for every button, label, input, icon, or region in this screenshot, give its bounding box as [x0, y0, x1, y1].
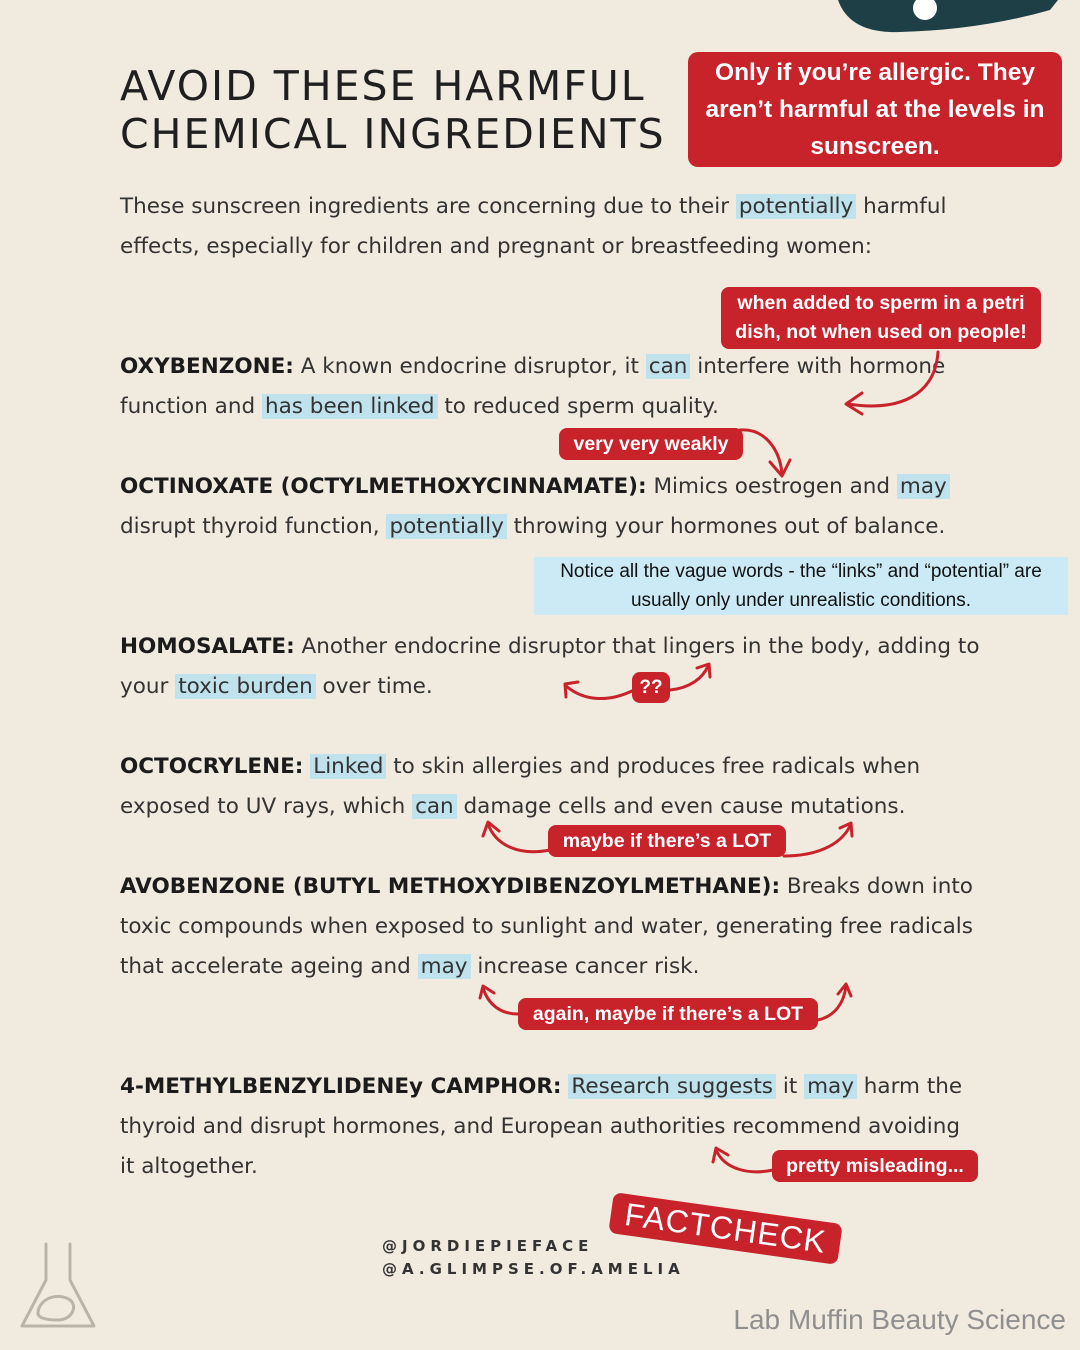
highlight-word: toxic burden — [175, 674, 316, 699]
note-allergic: Only if you’re allergic. They aren’t harmful at the levels in sunscreen. — [688, 52, 1062, 167]
ingredient-text: A known endocrine disruptor, it — [293, 354, 646, 379]
ingredient-text: increase cancer risk. — [470, 954, 700, 979]
ingredient-text: throwing your hormones out of balance. — [506, 514, 946, 539]
ingredient-name: OCTINOXATE (OCTYLMETHOXYCINNAMATE): — [120, 474, 647, 499]
arrow-qq-right — [670, 666, 708, 690]
handle-link[interactable]: @A.GLIMPSE.OF.AMELIA — [382, 1260, 685, 1278]
ingredient-text: interfere with hormone function and — [120, 354, 946, 419]
ingredient-text: Breaks down into toxic compounds when exposed to sunlight and water, generating free radicals that accelerate ageing and — [120, 874, 973, 979]
highlight-word: may — [897, 474, 950, 499]
highlight-word: Research suggests — [568, 1074, 776, 1099]
ingredient-text: damage cells and even cause mutations. — [456, 794, 906, 819]
intro-text: These sunscreen ingredients are concerning due to their — [120, 194, 736, 219]
note-vague-words: Notice all the vague words - the “links” and “potential” are usually only under unrealistic conditions. — [534, 557, 1068, 615]
arrow-lot1-right — [784, 826, 850, 856]
highlight-word: can — [646, 354, 691, 379]
ingredient-text: Another endocrine disruptor that lingers in the body, adding to your — [120, 634, 980, 699]
note-maybe-lot: maybe if there’s a LOT — [548, 825, 786, 857]
title-line-2: CHEMICAL INGREDIENTS — [120, 110, 666, 158]
ingredient-name: OCTOCRYLENE: — [120, 754, 304, 779]
ingredient-text: to reduced sperm quality. — [437, 394, 719, 419]
flask-icon — [18, 1240, 98, 1335]
ingredient-name: AVOBENZONE (BUTYL METHOXYDIBENZOYLMETHANE): — [120, 874, 781, 899]
arrow-lot2-left — [483, 988, 518, 1014]
highlight-word: Linked — [310, 754, 386, 779]
handle-link[interactable]: @JORDIEPIEFACE — [382, 1237, 594, 1255]
ingredient-name: HOMOSALATE: — [120, 634, 295, 659]
arrow-qq-left — [566, 686, 634, 699]
highlight-word: may — [804, 1074, 857, 1099]
highlight-word: can — [412, 794, 457, 819]
ingredient-name: OXYBENZONE: — [120, 354, 294, 379]
ingredient-text: disrupt thyroid function, — [120, 514, 387, 539]
note-weakly: very very weakly — [559, 428, 743, 460]
factcheck-stamp: FACTCHECK — [608, 1192, 842, 1265]
ingredient-text: Mimics oestrogen and — [646, 474, 897, 499]
arrow-sperm — [848, 352, 938, 406]
note-sperm: when added to sperm in a petri dish, not when used on people! — [721, 287, 1041, 349]
note-again-maybe-lot: again, maybe if there’s a LOT — [518, 998, 818, 1030]
intro-text: harmful effects, especially for children and pregnant or breastfeeding women: — [120, 194, 947, 259]
footer-credit: Lab Muffin Beauty Science — [733, 1304, 1066, 1335]
handles — [382, 1235, 685, 1281]
highlight-word: has been linked — [262, 394, 438, 419]
ingredient-text: harm the thyroid and disrupt hormones, and European authorities recommend avoiding it altogether. — [120, 1074, 963, 1179]
ingredient-text: it — [776, 1074, 805, 1099]
note-misleading: pretty misleading... — [772, 1150, 978, 1182]
highlight-word: potentially — [386, 514, 506, 539]
note-question: ?? — [632, 672, 670, 703]
ingredient-name: 4-METHYLBENZYLIDENEy CAMPHOR: — [120, 1074, 562, 1099]
highlight-word: may — [418, 954, 471, 979]
highlight-word: potentially — [736, 194, 856, 219]
ingredient-text: over time. — [315, 674, 433, 699]
title-line-1: AVOID THESE HARMFUL — [120, 62, 646, 110]
ingredient-text: to skin allergies and produces free radicals when exposed to UV rays, which — [120, 754, 921, 819]
